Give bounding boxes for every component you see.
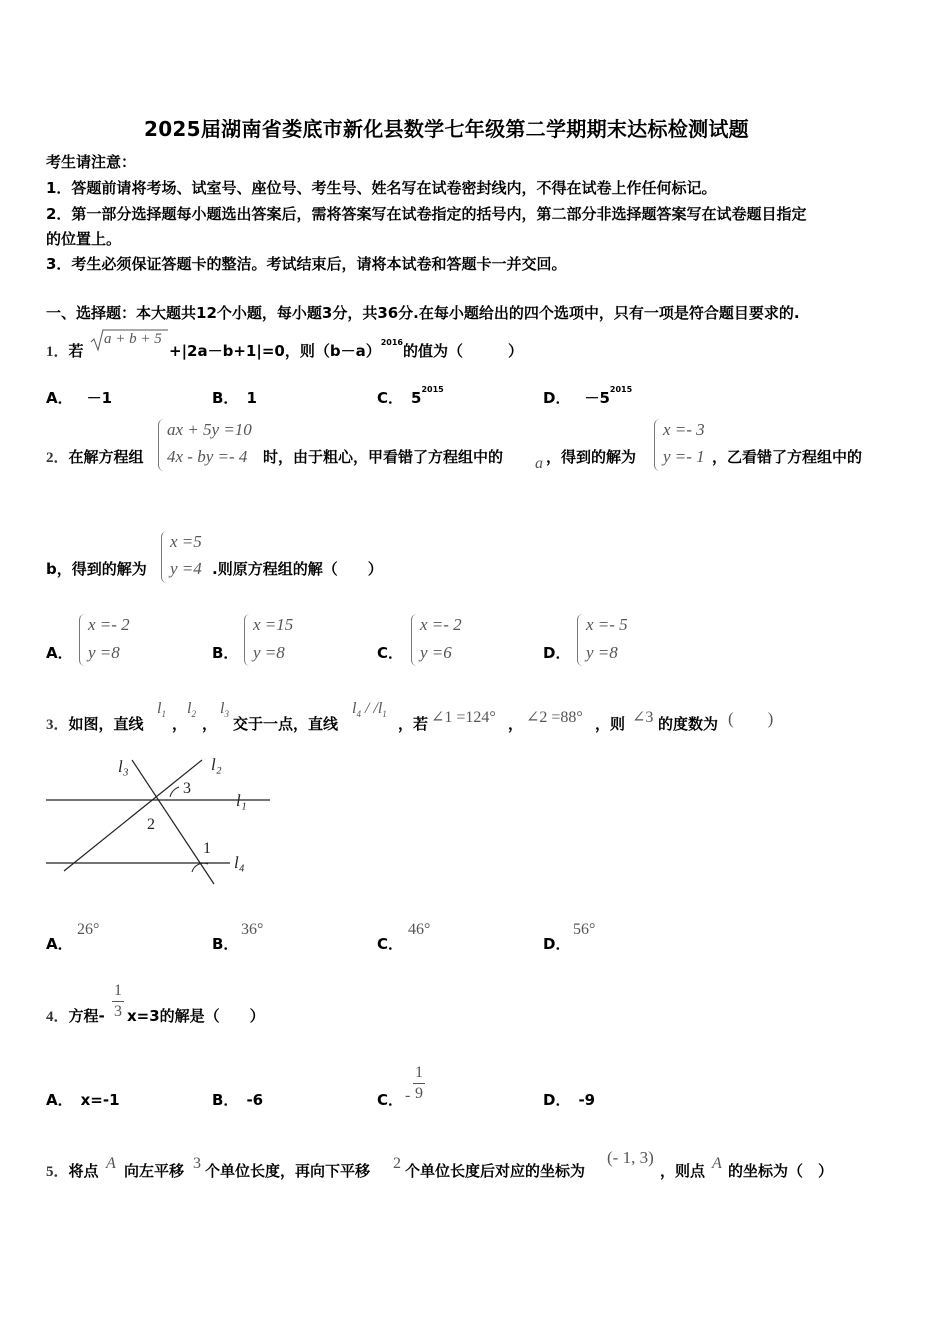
frac-denominator: 3 xyxy=(114,1003,122,1020)
q3-sep3: ， xyxy=(508,715,524,733)
option-eq-x: x =- 2 xyxy=(420,615,462,634)
frac-numerator: 1 xyxy=(114,982,122,999)
q3-answer-paren: ( ) xyxy=(728,709,774,728)
option-letter: C． xyxy=(377,389,404,407)
l-sub: 2 xyxy=(191,709,196,720)
option-text: -9 xyxy=(578,1091,596,1109)
q3-option-d[interactable]: 56° xyxy=(573,921,596,938)
option-eq-x: x =- 5 xyxy=(586,615,628,634)
q2-option-a-letter[interactable]: A． xyxy=(46,644,73,662)
q3-option-c-letter[interactable]: C． xyxy=(377,935,404,953)
question-1 xyxy=(46,340,84,361)
q2-option-b[interactable] xyxy=(244,614,307,666)
q3-sep1: ， xyxy=(172,715,188,733)
q2-mid2: ，得到的解为 xyxy=(546,448,637,466)
q4-option-b[interactable] xyxy=(212,1089,263,1110)
l-sub: 4 xyxy=(356,709,361,720)
q2-sol1-x: x =- 3 xyxy=(663,420,705,439)
q1-number: 1． xyxy=(46,344,69,360)
option-text: 5 xyxy=(411,389,422,407)
l-sub: 1 xyxy=(382,709,387,720)
q2-eq-2: 4x - by =- 4 xyxy=(167,447,248,466)
q2-option-c[interactable] xyxy=(411,614,474,666)
q2-solution-2 xyxy=(161,531,214,583)
q3-angle2: ∠2 =88° xyxy=(526,709,583,726)
q2-eq-1: ax + 5y =10 xyxy=(167,420,252,439)
q3-l2 xyxy=(187,700,196,719)
q3-t2: 交于一点，直线 xyxy=(233,715,339,733)
q3-t1: 如图，直线 xyxy=(68,715,144,733)
q2-mid1: 时，由于粗心，甲看错了方程组中的 xyxy=(263,448,504,466)
label-l3: l₃ xyxy=(118,757,129,776)
option-eq-y: y =8 xyxy=(253,643,285,662)
q2-number: 2． xyxy=(46,450,69,466)
q4-fraction xyxy=(112,982,124,1021)
q4-post: x=3的解是（ ） xyxy=(127,1007,265,1025)
option-eq-x: x =15 xyxy=(253,615,294,634)
l-sub: 3 xyxy=(224,709,229,720)
q5-t1: 将点 xyxy=(68,1162,99,1180)
option-sup: 2015 xyxy=(609,385,633,394)
option-letter: A． xyxy=(46,389,73,407)
frac-bar xyxy=(413,1083,425,1084)
question-5 xyxy=(46,1160,99,1181)
q2-pre: 在解方程组 xyxy=(68,448,144,466)
q3-l1 xyxy=(157,700,166,719)
q1-option-a[interactable] xyxy=(46,387,112,408)
label-angle-3: 3 xyxy=(183,780,191,797)
option-eq-y: y =8 xyxy=(586,643,618,662)
q1-rest xyxy=(169,340,523,361)
q5-n3: 3 xyxy=(193,1155,201,1172)
option-letter: A． xyxy=(46,1091,73,1109)
q2-solution-1 xyxy=(654,419,715,471)
notice-item-2: 2．第一部分选择题每小题选出答案后，需将答案写在试卷指定的括号内，第二部分非选择题答案写在试卷题目指定 xyxy=(46,205,807,223)
q1-option-b[interactable] xyxy=(212,387,257,408)
q3-l3 xyxy=(220,700,229,719)
q5-point-a: A xyxy=(106,1155,116,1172)
option-eq-y: y =6 xyxy=(420,643,452,662)
q4-option-d[interactable] xyxy=(543,1089,595,1110)
q3-figure xyxy=(40,750,270,890)
q3-option-b-letter[interactable]: B． xyxy=(212,935,239,953)
page-title: 2025届湖南省娄底市新化县数学七年级第二学期期末达标检测试题 xyxy=(144,117,749,141)
q3-t5: 的度数为 xyxy=(658,715,719,733)
option-letter: D． xyxy=(543,389,571,407)
option-eq-y: y =8 xyxy=(88,643,120,662)
q2-sol2-x: x =5 xyxy=(170,532,202,551)
q5-point-a2: A xyxy=(712,1155,722,1172)
q5-t3: 个单位长度，再向下平移 xyxy=(205,1162,371,1180)
q3-angle3: ∠3 xyxy=(632,709,654,726)
label-angle-1: 1 xyxy=(203,840,211,857)
option-eq-x: x =- 2 xyxy=(88,615,130,634)
q4-pre: 方程- xyxy=(68,1007,105,1025)
section-heading: 一、选择题：本大题共12个小题，每小题3分，共36分.在每小题给出的四个选项中，只有一项是符合题目要求的. xyxy=(46,304,800,322)
notice-item-1: 1．答题前请将考场、试室号、座位号、考生号、姓名写在试卷密封线内，不得在试卷上作任何标记。 xyxy=(46,179,717,197)
q2-line2-post: .则原方程组的解（ ） xyxy=(212,560,383,578)
q3-parallel xyxy=(352,700,387,719)
q1-post: 的值为（ ） xyxy=(402,342,523,360)
q5-number: 5． xyxy=(46,1164,69,1180)
label-l4: l₄ xyxy=(234,853,245,872)
q3-option-d-letter[interactable]: D． xyxy=(543,935,571,953)
q3-option-b[interactable]: 36° xyxy=(241,921,264,938)
notice-item-3: 3．考生必须保证答题卡的整洁。考试结束后，请将本试卷和答题卡一并交回。 xyxy=(46,255,567,273)
q5-t6: 的坐标为（ ） xyxy=(728,1162,834,1180)
parallel-mid: / /l xyxy=(360,700,383,717)
q5-t2: 向左平移 xyxy=(124,1162,185,1180)
q1-option-c[interactable] xyxy=(377,387,444,408)
option-text: 1 xyxy=(246,389,257,407)
q2-sol2-y: y =4 xyxy=(170,559,202,578)
q4-option-c-sign[interactable]: - xyxy=(405,1087,411,1104)
l-letter: l xyxy=(157,700,162,717)
q4-option-a[interactable] xyxy=(46,1089,120,1110)
q3-option-c[interactable]: 46° xyxy=(408,921,431,938)
q2-option-d-letter[interactable]: D． xyxy=(543,644,571,662)
q2-mid3: ，乙看错了方程组中的 xyxy=(712,448,863,466)
q1-radicand: a + b + 5 xyxy=(104,331,162,347)
q2-line2-pre: b，得到的解为 xyxy=(46,560,147,578)
q1-option-d[interactable] xyxy=(543,387,632,408)
q5-n2: 2 xyxy=(393,1155,401,1172)
option-letter: D． xyxy=(543,1091,571,1109)
frac-numerator: 1 xyxy=(415,1064,423,1081)
q4-number: 4． xyxy=(46,1009,69,1025)
angle-3-arc xyxy=(170,787,179,797)
q2-option-c-letter[interactable]: C． xyxy=(377,644,404,662)
l-letter: l xyxy=(187,700,192,717)
q2-var-a: a xyxy=(535,455,543,472)
q5-t5: ，则点 xyxy=(660,1162,706,1180)
l-sub: 1 xyxy=(161,709,166,720)
option-text: x=-1 xyxy=(80,1091,120,1109)
q5-coordinate: (- 1, 3) xyxy=(607,1148,654,1167)
q3-number: 3． xyxy=(46,717,69,733)
question-2 xyxy=(46,446,144,467)
label-l2: l₂ xyxy=(211,755,222,774)
option-text: -6 xyxy=(246,1091,264,1109)
q2-option-a[interactable] xyxy=(79,614,142,666)
label-l1: l₁ xyxy=(236,791,247,810)
q2-option-b-letter[interactable]: B． xyxy=(212,644,239,662)
option-text: －5 xyxy=(584,389,610,407)
q2-equation-system xyxy=(158,419,264,471)
q2-sol1-y: y =- 1 xyxy=(663,447,705,466)
q1-exponent: 2016 xyxy=(380,338,403,347)
q3-t3: ，若 xyxy=(398,715,429,733)
q3-sep2: ， xyxy=(202,715,218,733)
notice-item-2-cont: 的位置上。 xyxy=(46,230,122,248)
q4-option-c-fraction[interactable] xyxy=(413,1064,425,1103)
l-letter: l xyxy=(352,700,357,717)
l-letter: l xyxy=(220,700,225,717)
q5-t4: 个单位长度后对应的坐标为 xyxy=(405,1162,586,1180)
question-3 xyxy=(46,713,144,734)
option-letter: B． xyxy=(212,389,239,407)
option-text: －1 xyxy=(86,389,113,407)
frac-denominator: 9 xyxy=(415,1085,423,1102)
frac-bar xyxy=(112,1001,124,1002)
label-angle-2: 2 xyxy=(147,816,155,833)
line-l3 xyxy=(132,760,214,884)
q2-option-d[interactable] xyxy=(577,614,640,666)
line-l2 xyxy=(64,760,202,871)
option-letter: B． xyxy=(212,1091,239,1109)
q3-angle1: ∠1 =124° xyxy=(431,709,496,726)
option-sup: 2015 xyxy=(421,385,444,394)
q1-mid: +|2a－b+1|=0，则（b－a） xyxy=(169,342,381,360)
q1-pre: 若 xyxy=(68,342,84,360)
notice-heading: 考生请注意： xyxy=(46,153,137,171)
q4-option-c-letter[interactable]: C． xyxy=(377,1091,404,1109)
question-4 xyxy=(46,1005,105,1026)
q3-option-a-letter[interactable]: A． xyxy=(46,935,73,953)
q3-t4: ，则 xyxy=(595,715,626,733)
q3-option-a[interactable]: 26° xyxy=(77,921,100,938)
